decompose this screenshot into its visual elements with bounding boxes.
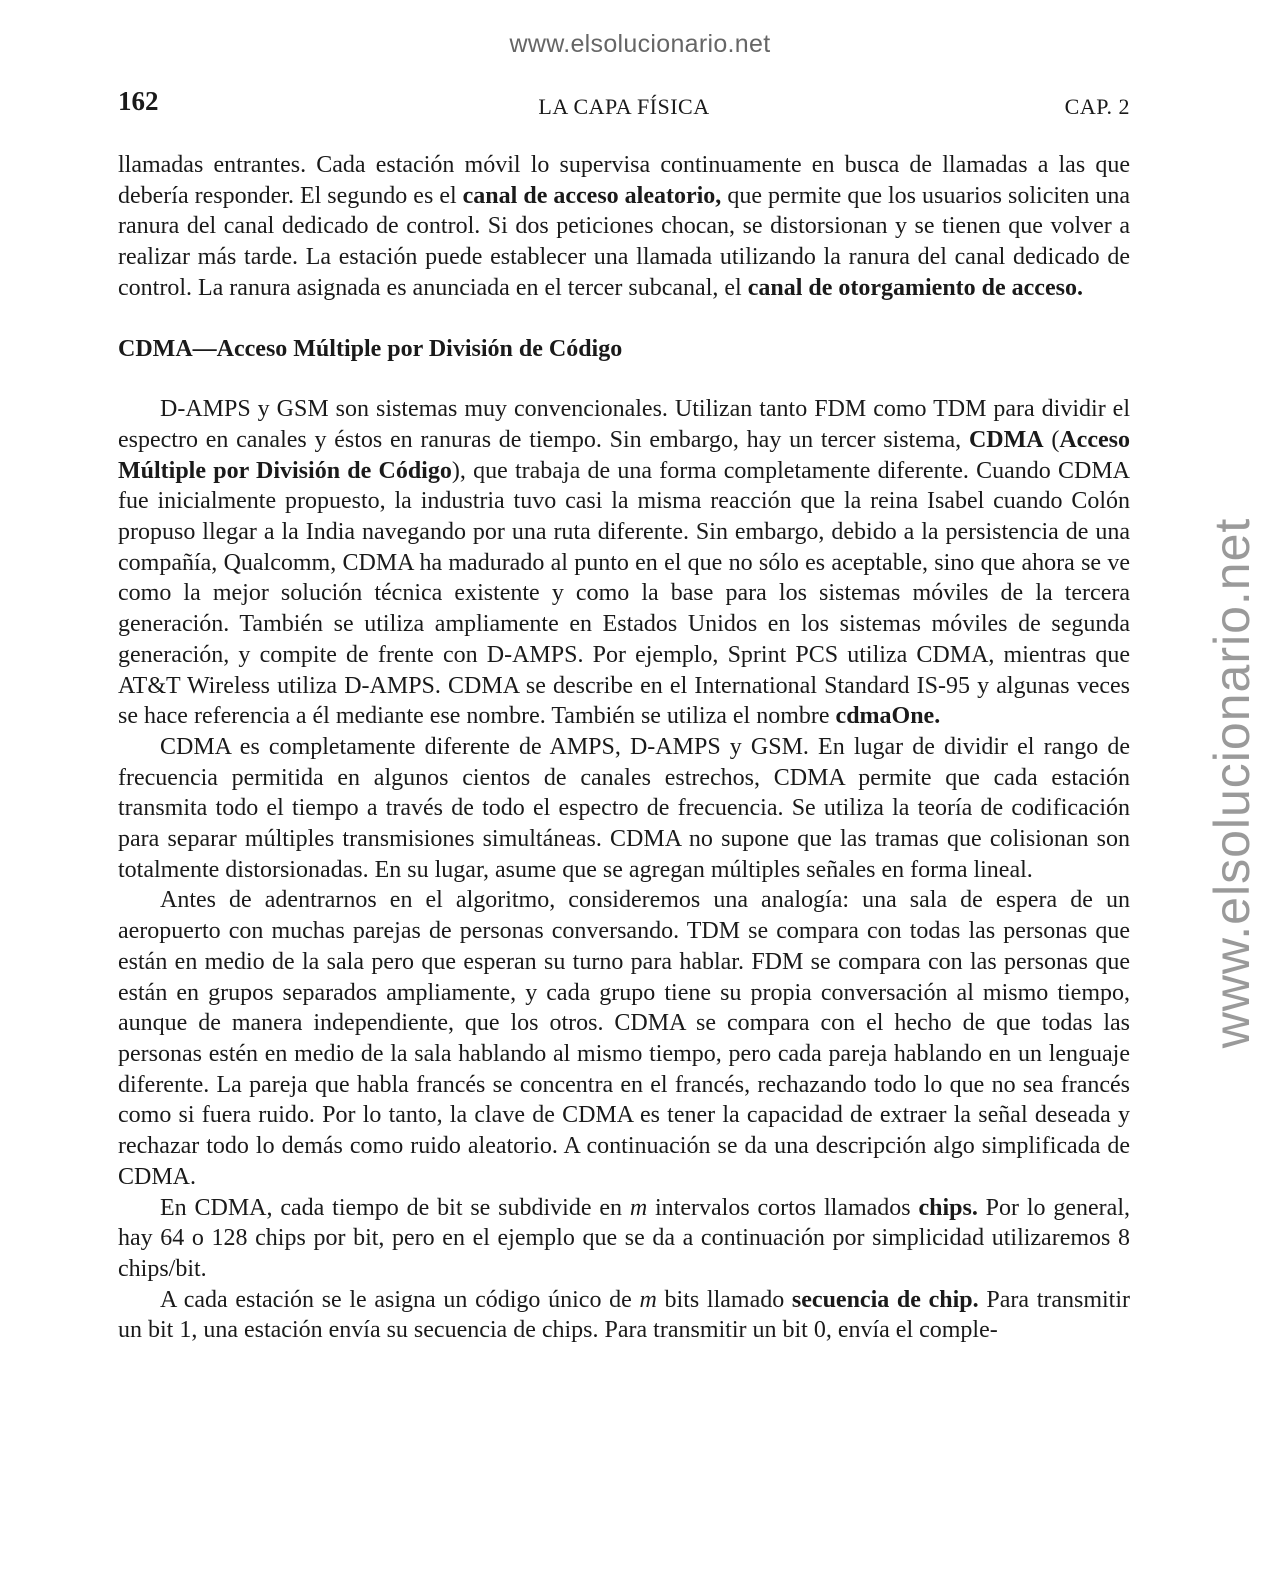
text-run: En CDMA, cada tiempo de bit se subdivide en bbox=[160, 1194, 630, 1221]
text-run: ), que trabaja de una forma completamente diferente. Cuando CDMA fue inicialmente propuesto, la industria tuvo casi la misma reacción que la reina Isabel cuando Colón propuso llegar a la India navegando por una ruta diferente. Sin embargo, debido a la persistencia de una compañía, Qualcomm, CDMA ha madurado al punto en el que no sólo es aceptable, sino que ahora se ve como la mejor solución técnica existente y como la base para los sistemas móviles de la tercera generación. También se utiliza ampliamente en Estados Unidos en los sistemas móviles de segunda generación, y compite de frente con D-AMPS. Por ejemplo, Sprint PCS utiliza CDMA, mientras que AT&T Wireless utiliza D-AMPS. CDMA se describe en el International Standard IS-95 y algunas veces se hace referencia a él mediante ese nombre. También se utiliza el nombre bbox=[118, 457, 1131, 730]
text-run: Para transmitir un bit 1, una estación envía su secuencia de chips. Para transmitir un bit 0, envía el comple- bbox=[118, 1286, 1131, 1344]
text-run: intervalos cortos llamados bbox=[647, 1194, 919, 1221]
watermark-url-side: www.elsolucionario.net bbox=[1204, 517, 1260, 1049]
watermark-url-top: www.elsolucionario.net bbox=[509, 30, 771, 58]
running-head: LA CAPA FÍSICA bbox=[538, 94, 710, 119]
page-body bbox=[118, 150, 1130, 1346]
paragraph: CDMA es completamente diferente de AMPS, D-AMPS y GSM. En lugar de dividir el rango de frecuencia permitida en algunos cientos de canales estrechos, CDMA permite que cada estación transmita todo el tiempo a través de todo el espectro de frecuencia. Se utiliza la teoría de codificación para separar múltiples transmisiones simultáneas. CDMA no supone que las tramas que colisionan son totalmente distorsionadas. En su lugar, asume que se agregan múltiples señales en forma lineal. bbox=[118, 733, 1130, 883]
bold-term: canal de acceso aleatorio, bbox=[462, 182, 722, 209]
italic-variable: m bbox=[629, 1194, 648, 1221]
chapter-label: CAP. 2 bbox=[1064, 94, 1130, 119]
paragraph: Antes de adentrarnos en el algoritmo, consideremos una analogía: una sala de espera de un aeropuerto con muchas parejas de personas conversando. TDM se compara con todas las personas que están en medio de la sala pero que esperan su turno para hablar. FDM se compara con las personas que están en grupos separados ampliamente, y cada grupo tiene su propia conversación al mismo tiempo, aunque de manera independiente, que los otros. CDMA se compara con el hecho de que todas las personas estén en medio de la sala hablando al mismo tiempo, pero cada pareja hablando en un lenguaje diferente. La pareja que habla francés se concentra en el francés, rechazando todo lo que no sea francés como si fuera ruido. Por lo tanto, la clave de CDMA es tener la capacidad de extraer la señal deseada y rechazar todo lo demás como ruido aleatorio. A continuación se da una descripción algo simplificada de CDMA. bbox=[118, 887, 1130, 1190]
text-run: que permite que los usuarios soliciten una ranura del canal dedicado de control. Si dos peticiones chocan, se distorsionan y se tienen que volver a realizar más tarde. La estación puede establecer una llamada utilizando la ranura del canal dedicado de control. La ranura asignada es anunciada en el tercer subcanal, el bbox=[118, 182, 1130, 301]
text-run: A cada estación se le asigna un código único de bbox=[160, 1286, 640, 1313]
text-run: Por lo general, hay 64 o 128 chips por bit, pero en el ejemplo que se da a continuación por simplicidad utilizaremos 8 chips/bit. bbox=[118, 1194, 1130, 1282]
bold-term: CDMA bbox=[968, 426, 1044, 453]
paragraph bbox=[118, 394, 1130, 732]
bold-term: secuencia de chip. bbox=[791, 1286, 979, 1313]
text-run: bits llamado bbox=[656, 1286, 792, 1313]
bold-term: canal de otorgamiento de acceso. bbox=[747, 274, 1083, 301]
text-run: llamadas entrantes. Cada estación móvil lo supervisa continuamente en busca de llamadas a las que debería responder. El segundo es el bbox=[118, 152, 1130, 209]
italic-variable: m bbox=[639, 1286, 657, 1313]
paragraph bbox=[118, 1193, 1130, 1285]
section-heading: CDMA—Acceso Múltiple por División de Código bbox=[118, 335, 623, 362]
bold-term: cdmaOne. bbox=[835, 703, 941, 730]
text-run: ( bbox=[1043, 426, 1060, 453]
paragraph bbox=[118, 1285, 1130, 1346]
bold-term: chips. bbox=[918, 1194, 978, 1221]
bold-term: Acceso Múltiple por División de Código bbox=[118, 426, 1130, 484]
text-run: D-AMPS y GSM son sistemas muy convencionales. Utilizan tanto FDM como TDM para dividir el espectro en canales y éstos en ranuras de tiempo. Sin embargo, hay un tercer sistema, bbox=[118, 396, 1130, 453]
page-number: 162 bbox=[118, 86, 159, 116]
paragraph-continued bbox=[118, 150, 1130, 304]
page-header bbox=[118, 86, 1130, 126]
